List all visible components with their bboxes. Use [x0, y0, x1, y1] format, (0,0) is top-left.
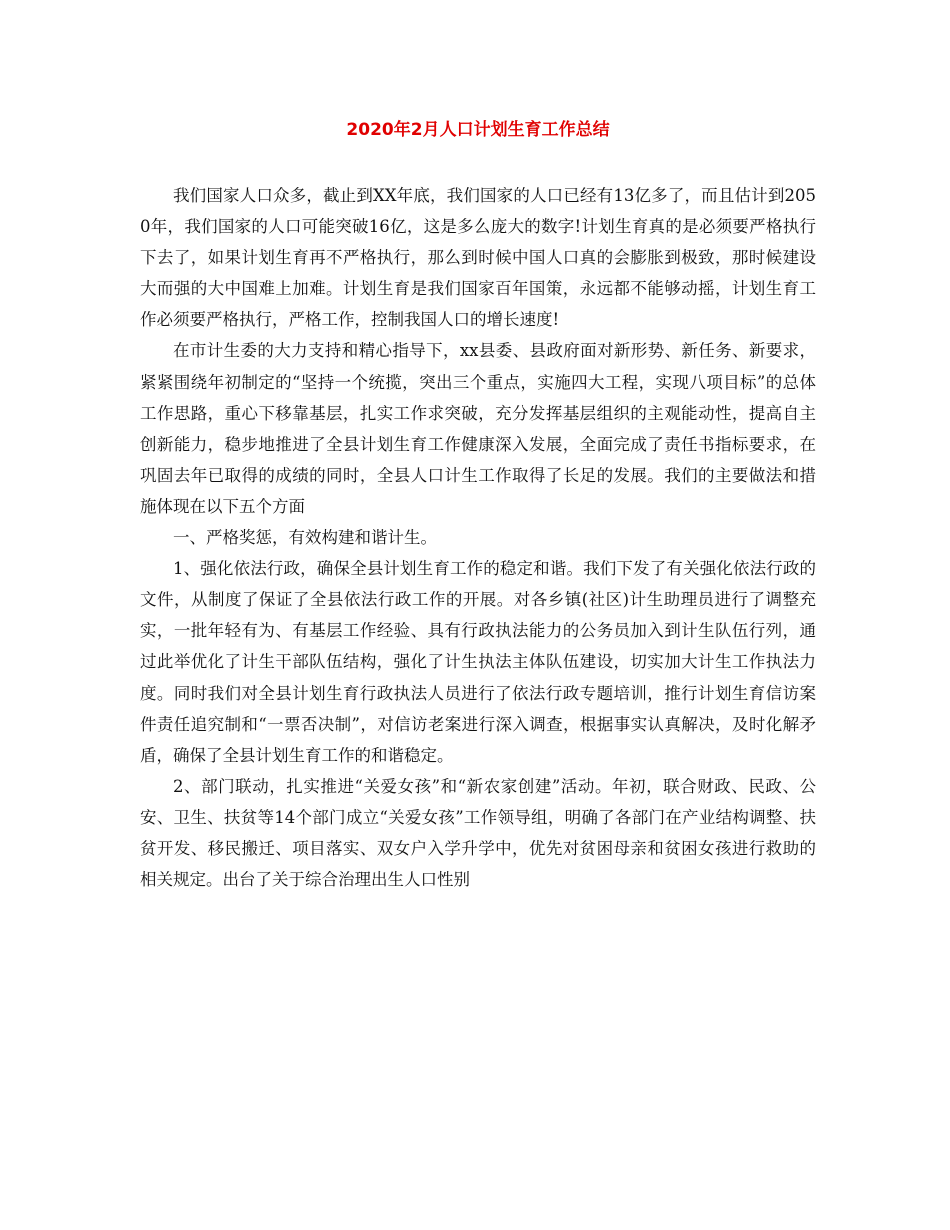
paragraph-item-1: 1、强化依法行政，确保全县计划生育工作的稳定和谐。我们下发了有关强化依法行政的文件，从制度了保证了全县依法行政工作的开展。对各乡镇(社区)计生助理员进行了调整充实，一批年轻有为、有基层工作经验、具有行政执法能力的公务员加入到计生队伍行列，通过此举优化了计生干部队伍结构，强化了计生执法主体队伍建设，切实加大计生工作执法力度。同时我们对全县计划生育行政执法人员进行了依法行政专题培训，推行计划生育信访案件责任追究制和“一票否决制”，对信访老案进行深入调查，根据事实认真解决，及时化解矛盾，确保了全县计划生育工作的和谐稳定。 [140, 559, 816, 765]
document-title: 2020年2月人口计划生育工作总结 [346, 120, 610, 140]
section-heading-1: 一、严格奖惩，有效构建和谐计生。 [173, 528, 437, 548]
document-page [140, 112, 816, 895]
paragraph-intro: 我们国家人口众多，截止到XX年底，我们国家的人口已经有13亿多了，而且估计到2050年，我们国家的人口可能突破16亿，这是多么庞大的数字!计划生育真的是必须要严格执行下去了，如果计划生育再不严格执行，那么到时候中国人口真的会膨胀到极致，那时候建设大而强的大中国难上加难。计划生育是我们国家百年国策，永远都不能够动摇，计划生育工作必须要严格执行，严格工作，控制我国人口的增长速度! [140, 186, 816, 330]
paragraph-item-2: 2、部门联动，扎实推进“关爱女孩”和“新农家创建”活动。年初，联合财政、民政、公安、卫生、扶贫等14个部门成立“关爱女孩”工作领导组，明确了各部门在产业结构调整、扶贫开发、移民搬迁、项目落实、双女户入学升学中，优先对贫困母亲和贫困女孩进行救助的相关规定。出台了关于综合治理出生人口性别 [140, 776, 816, 890]
paragraph-overview: 在市计生委的大力支持和精心指导下，xx县委、县政府面对新形势、新任务、新要求，紧紧围绕年初制定的“坚持一个统揽，突出三个重点，实施四大工程，实现八项目标”的总体工作思路，重心下移靠基层，扎实工作求突破，充分发挥基层组织的主观能动性，提高自主创新能力，稳步地推进了全县计划生育工作健康深入发展，全面完成了责任书指标要求，在巩固去年已取得的成绩的同时，全县人口计生工作取得了长足的发展。我们的主要做法和措施体现在以下五个方面 [140, 341, 816, 516]
